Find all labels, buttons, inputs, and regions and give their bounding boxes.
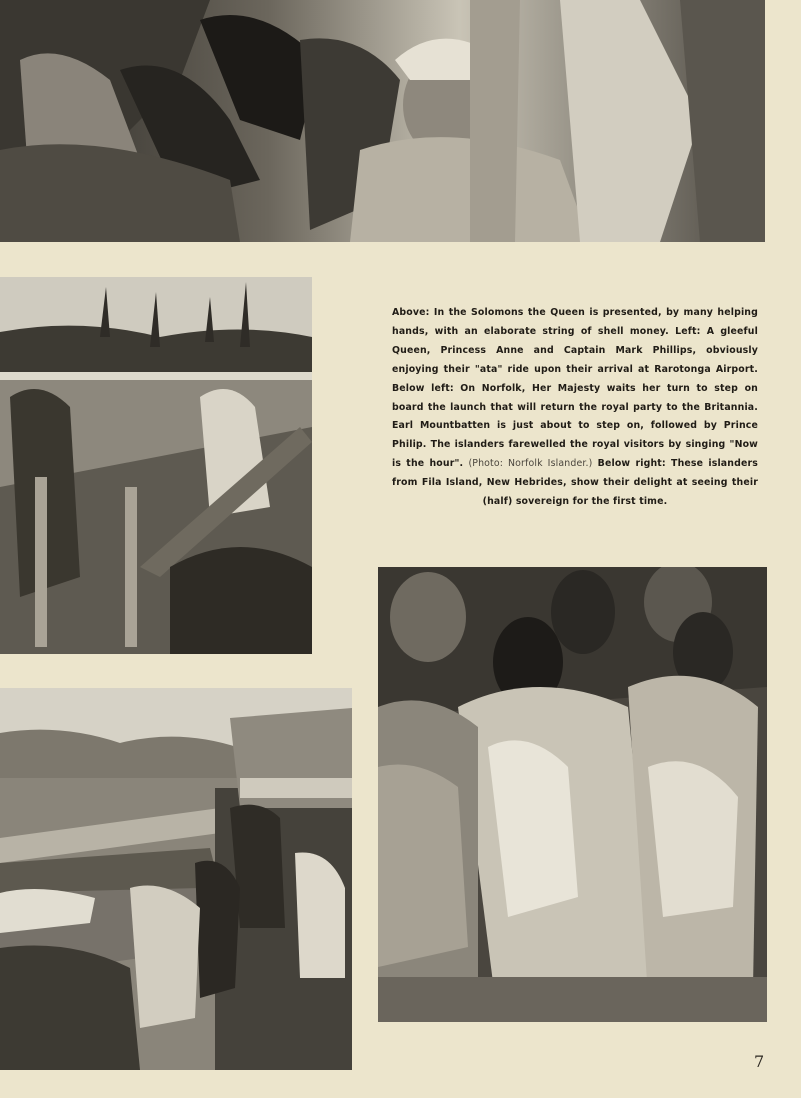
photo-norfolk-launch (0, 688, 352, 1070)
photo-queen-shell-money (0, 0, 765, 242)
photo-fila-island-dancers (378, 567, 767, 1022)
caption-above: Above: In the Solomons the Queen is presented, by many helping hands, with an elaborate string of shell money. (392, 307, 758, 337)
caption-below-left: Below left: On Norfolk, Her Majesty waits her turn to step on board the launch that will return the royal party to the Britannia. Earl Mountbatten is just about to step on, followed by Prince Philip. The islanders farewelled the royal visitors by singing "Now is the hour". (392, 382, 758, 470)
photo-rarotonga-ata-ride (0, 277, 312, 654)
page-number: 7 (754, 1052, 765, 1071)
caption-below-right: Below right: These islanders from Fila Island, New Hebrides, show their delight at seeing their (half) sovereign for the first time. (392, 458, 758, 508)
photo-credit: (Photo: Norfolk Islander.) (468, 458, 593, 470)
caption-left: Left: A gleeful Queen, Princess Anne and Captain Mark Phillips, obviously enjoying their "ata" ride upon their arrival at Rarotonga Airport. (392, 325, 758, 375)
photo-caption (392, 304, 758, 512)
